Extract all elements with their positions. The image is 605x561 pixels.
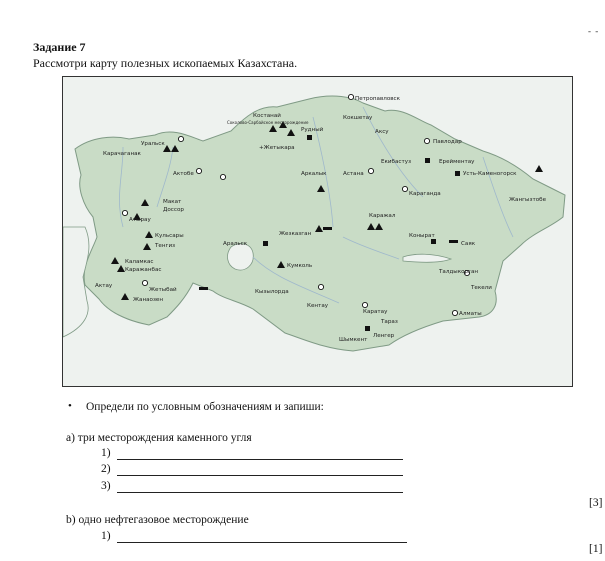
label-uralsk: Уральск bbox=[141, 141, 165, 147]
answer-a-1-field[interactable] bbox=[117, 459, 403, 460]
label-zhezkazgan: Жезказган bbox=[279, 231, 312, 237]
label-aralsk: Аральск bbox=[223, 241, 248, 247]
label-tekeli: Текели bbox=[471, 285, 492, 291]
label-arkalyk: Аркалык bbox=[301, 171, 327, 177]
bar-marker bbox=[449, 240, 458, 243]
answer-a-3-number: 3) bbox=[101, 480, 111, 492]
label-tengiz: Тенгиз bbox=[155, 243, 176, 249]
label-karatau: Каратау bbox=[363, 309, 388, 315]
label-taldykorgan: Талдыкорган bbox=[439, 269, 479, 275]
answer-a-3-field[interactable] bbox=[117, 492, 403, 493]
kazakhstan-minerals-map bbox=[62, 76, 573, 387]
square-marker bbox=[425, 158, 430, 163]
triangle-marker bbox=[535, 165, 543, 172]
label-kentau: Кентау bbox=[307, 303, 329, 309]
answer-a-2-field[interactable] bbox=[117, 475, 403, 476]
aral-sea bbox=[228, 244, 254, 270]
label-lenger: Ленгер bbox=[373, 333, 395, 339]
label-karaganda: Караганда bbox=[409, 191, 441, 197]
task-prompt: Определи по условным обозначениям и запиши: bbox=[86, 401, 324, 413]
map-svg bbox=[63, 77, 572, 386]
square-marker bbox=[365, 326, 370, 331]
bullet-icon: • bbox=[68, 400, 72, 412]
label-kulsary: Кульсары bbox=[155, 233, 184, 239]
label-karazhanbas: Каражанбас bbox=[125, 267, 162, 273]
label-kyzylorda: Кызылорда bbox=[255, 289, 289, 295]
label-zhetykara: +Жетыкара bbox=[259, 145, 295, 151]
bar-marker bbox=[323, 227, 332, 230]
question-a-score: [3] bbox=[589, 497, 603, 509]
label-shymkent: Шымкент bbox=[339, 337, 368, 343]
question-a-label: а) три месторождения каменного угля bbox=[66, 432, 252, 444]
label-ekibastuz: Екибастуз bbox=[381, 159, 412, 165]
label-kokshetau: Кокшетау bbox=[343, 115, 373, 121]
answer-a-2-number: 2) bbox=[101, 463, 111, 475]
square-marker bbox=[263, 241, 268, 246]
label-aktau: Актау bbox=[95, 283, 113, 289]
corner-mark: - - bbox=[588, 26, 600, 36]
square-marker bbox=[307, 135, 312, 140]
answer-b-1-number: 1) bbox=[101, 530, 111, 542]
label-taraz: Тараз bbox=[381, 319, 398, 325]
task-instruction: Рассмотри карту полезных ископаемых Казахстана. bbox=[33, 56, 298, 70]
label-rudny: Рудный bbox=[301, 127, 324, 133]
square-marker bbox=[455, 171, 460, 176]
label-sayak: Саяк bbox=[461, 241, 476, 247]
label-aksu: Аксу bbox=[375, 129, 389, 135]
question-b-label: b) одно нефтегазовое месторождение bbox=[66, 514, 249, 526]
label-ustkamenogorsk: Усть-Каменогорск bbox=[463, 171, 517, 177]
label-kostanay: Костанай bbox=[253, 113, 281, 119]
label-karazhal: Каражал bbox=[369, 213, 396, 219]
label-zhangyztobe: Жангызтобе bbox=[509, 197, 547, 203]
bar-marker bbox=[199, 287, 208, 290]
label-kalamkas: Каламкас bbox=[125, 259, 154, 265]
label-almaty: Алматы bbox=[459, 311, 482, 317]
label-astana: Астана bbox=[343, 171, 364, 177]
label-zhanaozen: Жанаозен bbox=[133, 297, 164, 303]
label-ereymentau: Ерейментау bbox=[439, 159, 475, 165]
label-atyrau: Атырау bbox=[129, 217, 151, 223]
label-zhetybay: Жетыбай bbox=[149, 287, 177, 293]
label-aktobe: Актобе bbox=[173, 171, 194, 177]
answer-b-1-field[interactable] bbox=[117, 542, 407, 543]
task-title: Задание 7 bbox=[33, 40, 86, 54]
label-konyrat: Коныpат bbox=[409, 233, 435, 239]
label-pavlodar: Павлодар bbox=[433, 139, 462, 145]
label-makat: Макат bbox=[163, 199, 182, 205]
label-petropavlovsk: Петропавловск bbox=[355, 96, 401, 102]
kazakhstan-territory bbox=[75, 96, 565, 351]
label-sokolov: Соколово-Сарбайское месторождение bbox=[227, 120, 309, 125]
label-dossor: Доссор bbox=[163, 207, 184, 213]
answer-a-1-number: 1) bbox=[101, 447, 111, 459]
square-marker bbox=[431, 239, 436, 244]
label-kumkol: Кумколь bbox=[287, 263, 313, 269]
label-karachaganak: Карачаганак bbox=[103, 151, 141, 157]
question-b-score: [1] bbox=[589, 543, 603, 555]
